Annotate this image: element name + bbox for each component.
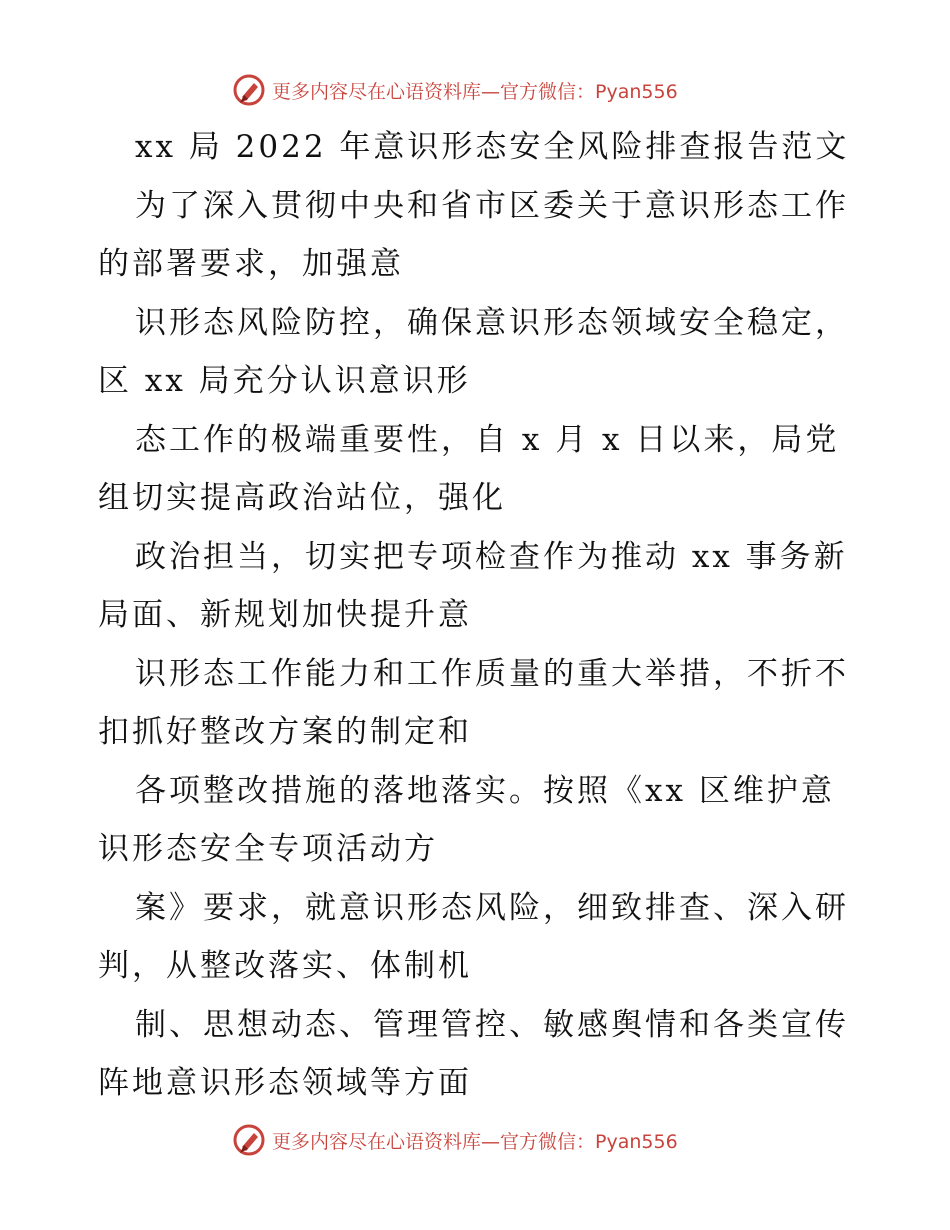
body-line: 扣抓好整改方案的制定和: [98, 714, 472, 750]
body-line: 局面、新规划加快提升意: [98, 597, 472, 633]
body-line: 各项整改措施的落地落实。按照《xx 区维护意: [135, 773, 835, 809]
footer-watermark-banner: [232, 1120, 752, 1160]
header-watermark-banner: [232, 70, 752, 110]
body-line: 案》要求，就意识形态风险，细致排查、深入研: [135, 890, 849, 926]
body-line: 判，从整改落实、体制机: [98, 948, 472, 984]
document-title: xx 局 2022 年意识形态安全风险排查报告范文: [135, 129, 850, 165]
body-line: 识形态工作能力和工作质量的重大举措，不折不: [135, 656, 849, 692]
header-watermark-text: 更多内容尽在心语资料库—官方微信：Pyan556: [272, 80, 678, 103]
body-line: 区 xx 局充分认识意识形: [98, 363, 471, 399]
body-line: 的部署要求，加强意: [98, 246, 404, 282]
body-line: 态工作的极端重要性，自 x 月 x 日以来，局党: [135, 422, 840, 458]
footer-watermark-text: 更多内容尽在心语资料库—官方微信：Pyan556: [272, 1130, 678, 1153]
body-line: 阵地意识形态领域等方面: [98, 1065, 472, 1101]
body-line: 组切实提高政治站位，强化: [98, 480, 506, 516]
body-line: 识形态安全专项活动方: [98, 831, 438, 867]
body-line: 识形态风险防控，确保意识形态领域安全稳定，: [135, 305, 849, 341]
body-line: 为了深入贯彻中央和省市区委关于意识形态工作: [135, 188, 849, 224]
body-line: 制、思想动态、管理管控、敏感舆情和各类宣传: [135, 1007, 849, 1043]
pen-logo-icon: [232, 73, 266, 107]
body-line: 政治担当，切实把专项检查作为推动 xx 事务新: [135, 539, 848, 575]
pen-logo-icon: [232, 1123, 266, 1157]
